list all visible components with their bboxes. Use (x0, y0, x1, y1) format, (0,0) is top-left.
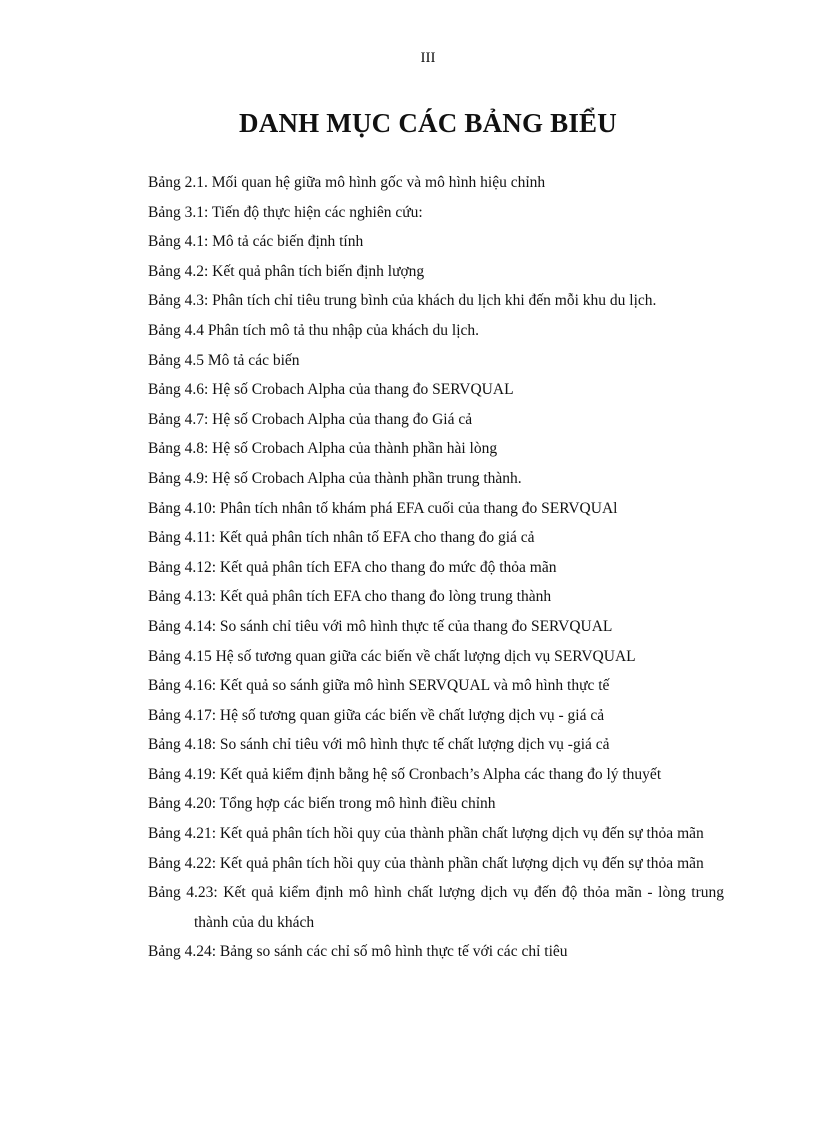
list-item: Bảng 4.24: Bảng so sánh các chỉ số mô hình thực tế với các chỉ tiêu (148, 943, 568, 961)
list-item: Bảng 4.22: Kết quả phân tích hồi quy của thành phần chất lượng dịch vụ đến sự thỏa mãn (148, 854, 704, 872)
list-item: Bảng 4.15 Hệ số tương quan giữa các biến về chất lượng dịch vụ SERVQUAL (148, 647, 636, 665)
page-title: DANH MỤC CÁC BẢNG BIỂU (239, 108, 617, 138)
list-item: Bảng 4.13: Kết quả phân tích EFA cho thang đo lòng trung thành (148, 588, 552, 606)
list-item: Bảng 4.8: Hệ số Crobach Alpha của thành phần hài lòng (148, 440, 498, 458)
list-item: Bảng 4.20: Tổng hợp các biến trong mô hình điều chỉnh (148, 795, 496, 813)
page-number: III (420, 50, 436, 66)
list-item: Bảng 4.2: Kết quả phân tích biến định lượng (148, 262, 425, 280)
list-item: Bảng 4.11: Kết quả phân tích nhân tố EFA cho thang đo giá cả (148, 529, 535, 547)
list-item: Bảng 4.12: Kết quả phân tích EFA cho thang đo mức độ thỏa mãn (148, 558, 557, 576)
list-item: Bảng 4.6: Hệ số Crobach Alpha của thang đo SERVQUAL (148, 381, 514, 399)
list-item: Bảng 4.14: So sánh chỉ tiêu với mô hình thực tế của thang đo SERVQUAL (148, 617, 613, 635)
list-item: Bảng 4.9: Hệ số Crobach Alpha của thành phần trung thành. (148, 469, 522, 487)
list-item: Bảng 4.17: Hệ số tương quan giữa các biến về chất lượng dịch vụ - giá cả (148, 706, 605, 724)
list-item: Bảng 4.16: Kết quả so sánh giữa mô hình SERVQUAL và mô hình thực tế (148, 677, 610, 695)
list-item: Bảng 3.1: Tiến độ thực hiện các nghiên cứu: (148, 203, 423, 221)
list-item: Bảng 4.23: Kết quả kiểm định mô hình chất lượng dịch vụ đến độ thỏa mãn - lòng trung thành của du khách (148, 884, 724, 931)
list-item: Bảng 4.5 Mô tả các biến (148, 351, 300, 369)
list-item: Bảng 4.4 Phân tích mô tả thu nhập của khách du lịch. (148, 321, 480, 339)
list-item: Bảng 2.1. Mối quan hệ giữa mô hình gốc và mô hình hiệu chỉnh (148, 174, 546, 191)
list-item: Bảng 4.10: Phân tích nhân tố khám phá EFA cuối của thang đo SERVQUAl (148, 499, 618, 517)
list-item: Bảng 4.21: Kết quả phân tích hồi quy của thành phần chất lượng dịch vụ đến sự thỏa mãn (148, 825, 704, 843)
list-item: Bảng 4.1: Mô tả các biến định tính (148, 233, 364, 251)
list-item: Bảng 4.19: Kết quả kiểm định bằng hệ số Cronbach’s Alpha các thang đo lý thuyết (148, 765, 662, 783)
list-item: Bảng 4.7: Hệ số Crobach Alpha của thang đo Giá cả (148, 410, 473, 428)
table-list (148, 168, 724, 967)
list-item: Bảng 4.3: Phân tích chỉ tiêu trung bình của khách du lịch khi đến mỗi khu du lịch. (148, 292, 657, 310)
list-item: Bảng 4.18: So sánh chỉ tiêu với mô hình thực tế chất lượng dịch vụ -giá cả (148, 736, 610, 754)
